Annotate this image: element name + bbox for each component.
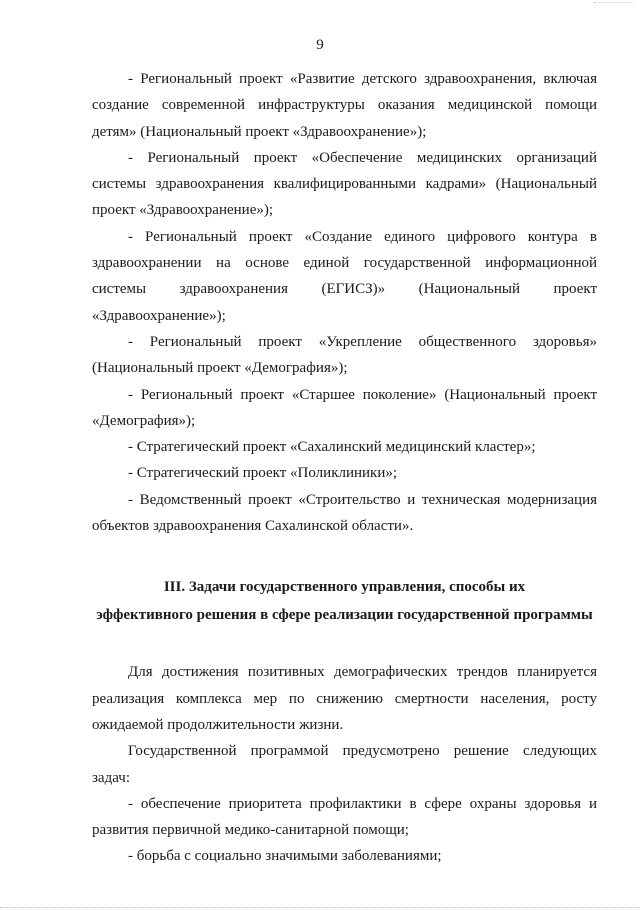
section-heading-line-1: III. Задачи государственного управления, способы их bbox=[163, 579, 526, 596]
section-heading-line-2: эффективного решения в сфере реализации государственной программы bbox=[96, 607, 593, 624]
body-paragraph: Государственной программой предусмотрено решение следующих задач: bbox=[92, 743, 597, 786]
task-item: - обеспечение приоритета профилактики в сфере охраны здоровья и развития первичной медико-санитарной помощи; bbox=[92, 795, 597, 839]
scan-artifact bbox=[594, 2, 634, 9]
section-heading bbox=[92, 573, 597, 629]
list-item: - Региональный проект «Старшее поколение» (Национальный проект «Демография»); bbox=[92, 386, 597, 429]
document-body bbox=[92, 66, 597, 870]
scan-artifact bbox=[0, 901, 640, 908]
list-item: - Стратегический проект «Поликлиники»; bbox=[128, 465, 398, 482]
list-item: - Стратегический проект «Сахалинский медицинский кластер»; bbox=[128, 439, 536, 456]
body-paragraph: Для достижения позитивных демографических трендов планируется реализация комплекса мер по снижению смертности населения, росту ожидаемой продолжительности жизни. bbox=[92, 664, 597, 733]
list-item: - Ведомственный проект «Строительство и техническая модернизация объектов здравоохранения Сахалинской области». bbox=[92, 491, 597, 535]
list-item: - Региональный проект «Развитие детского здравоохранения, включая создание современной инфраструктуры оказания медицинской помощи детям» (Национальный проект «Здравоохранение»); bbox=[92, 71, 597, 140]
page-number: 9 bbox=[316, 37, 324, 53]
list-item: - Региональный проект «Создание единого цифрового контура в здравоохранении на основе единой государственной информационной системы здравоохранения (ЕГИСЗ)» (Национальный проект «Здравоохранение»); bbox=[92, 228, 597, 324]
task-item: - борьба с социально значимыми заболеваниями; bbox=[128, 848, 442, 865]
list-item: - Региональный проект «Укрепление общественного здоровья» (Национальный проект «Демография»); bbox=[92, 333, 597, 377]
list-item: - Региональный проект «Обеспечение медицинских организаций системы здравоохранения квалифицированными кадрами» (Национальный проект «Здравоохранение»); bbox=[92, 149, 597, 219]
